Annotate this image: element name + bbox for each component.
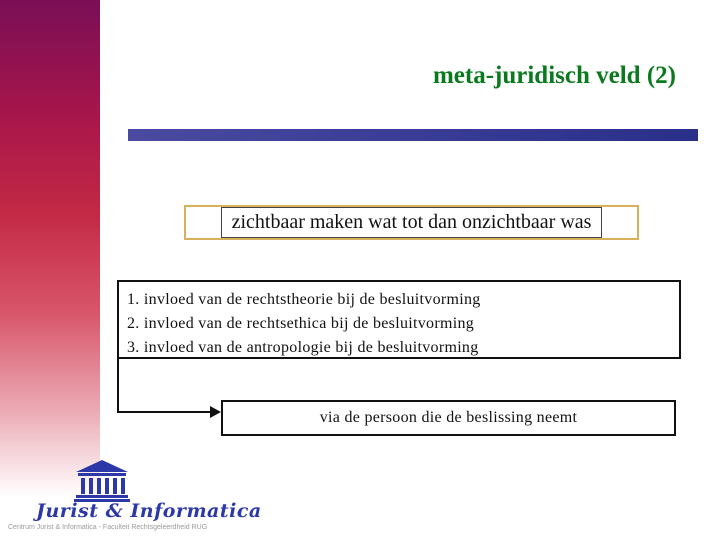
footer-text: Centrum Jurist & Informatica - Faculteit Rechtsgeleerdheid RUG: [8, 524, 208, 531]
result-box: [221, 400, 676, 436]
connector-line: [117, 357, 119, 413]
logo-text: Jurist & Informatica: [36, 500, 262, 522]
subtitle-box: [184, 205, 639, 240]
list-item: 3. invloed van de antropologie bij de besluitvorming: [127, 339, 479, 356]
list-item: 1. invloed van de rechtstheorie bij de besluitvorming: [127, 291, 481, 308]
influence-list-box: [117, 280, 681, 359]
slide-title: meta-juridisch veld (2): [432, 62, 676, 89]
arrow-line: [117, 411, 213, 413]
list-item: 2. invloed van de rechtsethica bij de besluitvorming: [127, 315, 475, 332]
arrow-head-icon: [210, 406, 221, 418]
subtitle-text: zichtbaar maken wat tot dan onzichtbaar was: [221, 207, 603, 238]
result-text: via de persoon die de beslissing neemt: [319, 409, 578, 426]
title-underline-rule: [128, 129, 698, 141]
temple-icon: [72, 458, 132, 503]
